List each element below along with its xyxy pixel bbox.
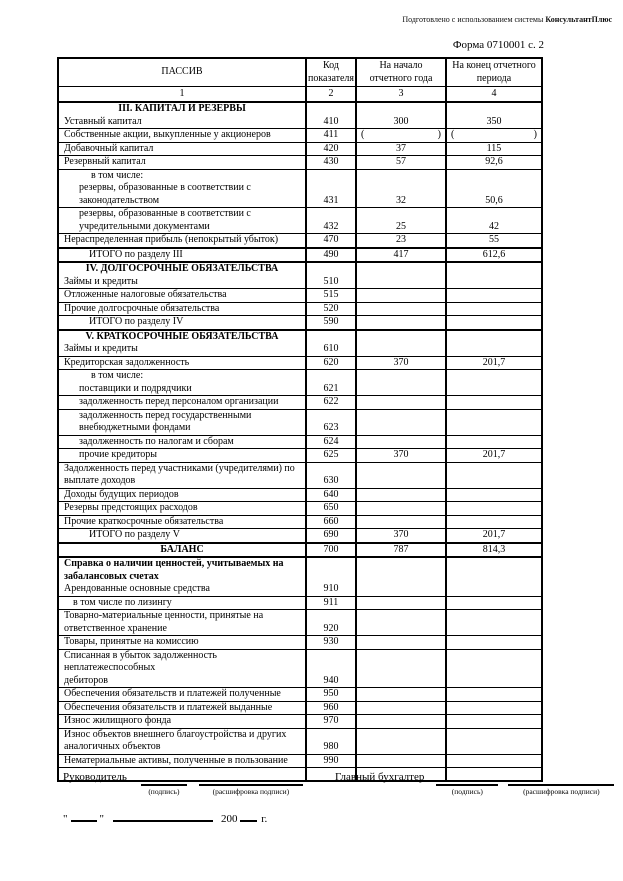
row-label-line: Товарно-материальные ценности, принятые на — [64, 610, 264, 621]
row-label — [58, 715, 306, 729]
row-label-line: Собственные акции, выкупленные у акционеров — [64, 129, 271, 140]
table-header-row — [58, 58, 542, 87]
row-label — [58, 142, 306, 156]
row-label — [58, 129, 306, 143]
row-label — [58, 208, 306, 234]
row-label-line: Нематериальные активы, полученные в пользование — [64, 754, 288, 766]
col-header-end-period: На конец отчетного периода — [446, 58, 542, 87]
value-begin-year: 300 — [356, 102, 446, 129]
value-end-period — [446, 610, 542, 636]
value-begin-year — [356, 435, 446, 449]
value-end-period — [446, 715, 542, 729]
table-row — [58, 396, 542, 410]
row-label-line: ИТОГО по разделу III — [89, 248, 183, 260]
value-end-period — [446, 754, 542, 768]
row-label — [58, 688, 306, 702]
row-label — [58, 488, 306, 502]
value-end-period: 115 — [446, 142, 542, 156]
row-code: 650 — [306, 502, 356, 516]
paren-open: ( — [361, 129, 365, 140]
value-begin-year — [356, 289, 446, 303]
value-end-period — [446, 396, 542, 410]
value-end-period: 201,7 — [446, 529, 542, 543]
row-label — [58, 409, 306, 435]
value-end-period — [446, 688, 542, 702]
value-end-period — [446, 370, 542, 396]
row-label-line: Справка о наличии ценностей, учитываемых на — [64, 558, 284, 569]
row-label — [58, 169, 306, 208]
value-end-period — [446, 649, 542, 688]
row-label-line: ответственное хранение — [64, 622, 167, 634]
row-label-line: Отложенные налоговые обязательства — [64, 289, 227, 300]
row-label-line: Прочие краткосрочные обязательства — [64, 515, 224, 527]
table-row — [58, 169, 542, 208]
row-code: 490 — [306, 248, 356, 263]
row-label-line: Займы и кредиты — [64, 275, 138, 287]
row-code: 411 — [306, 129, 356, 143]
director-signature-block — [63, 770, 303, 796]
value-end-period — [446, 462, 542, 488]
col-number: 1 — [58, 87, 306, 103]
row-label-line: III. КАПИТАЛ И РЕЗЕРВЫ — [118, 103, 246, 114]
table-row — [58, 142, 542, 156]
row-code: 420 — [306, 142, 356, 156]
row-code: 940 — [306, 649, 356, 688]
watermark-text: Подготовлено с использованием системы — [402, 15, 546, 24]
row-code: 690 — [306, 529, 356, 543]
value-begin-year — [356, 330, 446, 357]
row-label — [58, 515, 306, 529]
row-label — [58, 649, 306, 688]
date-day-blank — [71, 809, 97, 822]
row-code: 624 — [306, 435, 356, 449]
row-code: 432 — [306, 208, 356, 234]
table-row — [58, 102, 542, 129]
row-label-line: законодательством — [79, 194, 160, 206]
value-begin-year — [356, 701, 446, 715]
row-label-line: поставщики и подрядчики — [79, 382, 192, 394]
paren-open: ( — [451, 129, 455, 140]
row-code: 700 — [306, 543, 356, 558]
row-code: 630 — [306, 462, 356, 488]
value-begin-year — [356, 636, 446, 650]
form-number-label: Форма 0710001 с. 2 — [452, 39, 544, 51]
row-label-line: учредительными документами — [79, 220, 210, 232]
row-label-line: Износ жилищного фонда — [64, 715, 172, 726]
signature-line — [508, 770, 614, 786]
value-begin-year — [356, 316, 446, 330]
row-code: 590 — [306, 316, 356, 330]
value-begin-year: 23 — [356, 234, 446, 248]
row-code: 520 — [306, 302, 356, 316]
table-row — [58, 156, 542, 170]
row-code: 930 — [306, 636, 356, 650]
row-label-line: внебюджетными фондами — [79, 422, 191, 433]
row-label — [58, 557, 306, 596]
table-row — [58, 129, 542, 143]
row-label-line: дебиторов — [64, 674, 108, 686]
row-label-line: в том числе по лизингу — [73, 596, 172, 608]
table-row — [58, 701, 542, 715]
value-end-period: 42 — [446, 208, 542, 234]
value-end-period: 201,7 — [446, 356, 542, 370]
table-row — [58, 409, 542, 435]
row-code: 625 — [306, 449, 356, 463]
row-label — [58, 396, 306, 410]
row-label — [58, 435, 306, 449]
value-end-period — [446, 701, 542, 715]
value-begin-year — [356, 302, 446, 316]
signature-decode-field — [199, 770, 303, 796]
row-code: 430 — [306, 156, 356, 170]
col-number: 4 — [446, 87, 542, 103]
row-label-line: задолженность перед государственными — [79, 409, 252, 421]
row-label — [58, 701, 306, 715]
row-label-line: в том числе: — [91, 169, 144, 181]
value-begin-year — [356, 715, 446, 729]
row-code: 911 — [306, 596, 356, 610]
row-label — [58, 356, 306, 370]
row-label-line: Обеспечения обязательств и платежей выданные — [64, 701, 273, 713]
row-label-line: Добавочный капитал — [64, 142, 154, 154]
row-label — [58, 754, 306, 768]
row-label-line: задолженность по налогам и сборам — [79, 435, 234, 447]
signature-caption: (подпись) — [451, 787, 483, 796]
row-code: 610 — [306, 330, 356, 357]
value-end-period: 55 — [446, 234, 542, 248]
row-code: 431 — [306, 169, 356, 208]
signature-decode-caption: (расшифровка подписи) — [523, 787, 600, 796]
table-row — [58, 370, 542, 396]
value-end-period — [446, 435, 542, 449]
row-label — [58, 596, 306, 610]
row-label-line: Резервный капитал — [64, 156, 146, 167]
row-code: 960 — [306, 701, 356, 715]
table-row — [58, 515, 542, 529]
value-begin-year — [356, 262, 446, 289]
value-begin-year — [356, 488, 446, 502]
date-quote-close: " — [99, 813, 104, 825]
row-code: 950 — [306, 688, 356, 702]
value-begin-year — [356, 596, 446, 610]
value-begin-year — [356, 610, 446, 636]
row-label-line: забалансовых счетах — [64, 570, 159, 582]
col-number: 2 — [306, 87, 356, 103]
date-month-blank — [113, 809, 213, 822]
signature-caption: (подпись) — [148, 787, 180, 796]
value-end-period — [446, 502, 542, 516]
value-begin-year — [356, 557, 446, 596]
row-label-line: Износ объектов внешнего благоустройства и других — [64, 728, 287, 740]
row-label — [58, 610, 306, 636]
row-label-line: ИТОГО по разделу V — [89, 529, 180, 540]
col-header-code: Код показателя — [306, 58, 356, 87]
value-end-period — [446, 330, 542, 357]
table-row — [58, 488, 542, 502]
date-line — [63, 809, 267, 826]
value-begin-year: 370 — [356, 356, 446, 370]
value-begin-year — [356, 409, 446, 435]
value-begin-year: 370 — [356, 449, 446, 463]
value-end-period — [446, 636, 542, 650]
value-begin-year — [356, 502, 446, 516]
row-code: 980 — [306, 728, 356, 754]
table-row — [58, 449, 542, 463]
date-year-suffix: г. — [261, 813, 268, 825]
value-end-period: 814,3 — [446, 543, 542, 558]
value-begin-year: 25 — [356, 208, 446, 234]
row-label — [58, 102, 306, 129]
row-label-line: Резервы предстоящих расходов — [64, 502, 198, 513]
row-label-line: Арендованные основные средства — [64, 583, 210, 594]
row-label-line: Займы и кредиты — [64, 343, 138, 354]
table-row — [58, 649, 542, 688]
row-label — [58, 302, 306, 316]
signature-line — [141, 770, 187, 786]
value-end-period — [446, 728, 542, 754]
value-end-period: 50,6 — [446, 169, 542, 208]
table-row — [58, 543, 542, 558]
row-label-line: выплате доходов — [64, 475, 136, 486]
signature-decode-field — [508, 770, 614, 796]
date-year-blank — [240, 809, 257, 822]
value-begin-year — [356, 688, 446, 702]
row-label-line: V. КРАТКОСРОЧНЫЕ ОБЯЗАТЕЛЬСТВА — [85, 330, 279, 342]
row-label — [58, 370, 306, 396]
value-begin-year: 787 — [356, 543, 446, 558]
chief-accountant-label: Главный бухгалтер — [335, 771, 425, 783]
row-label-line: Списанная в убыток задолженность неплатежеспособных — [64, 649, 217, 673]
value-end-period — [446, 316, 542, 330]
value-begin-year — [356, 462, 446, 488]
row-code: 515 — [306, 289, 356, 303]
liabilities-table — [57, 57, 543, 782]
row-label-line: прочие кредиторы — [79, 449, 157, 460]
table-row — [58, 208, 542, 234]
row-code: 990 — [306, 754, 356, 768]
row-label-line: Нераспределенная прибыль (непокрытый убыток) — [64, 234, 279, 245]
table-row — [58, 502, 542, 516]
table-row — [58, 610, 542, 636]
row-label-line: ИТОГО по разделу IV — [89, 316, 184, 327]
row-label-line: Товары, принятые на комиссию — [64, 636, 199, 647]
row-label — [58, 156, 306, 170]
date-quote-open: " — [63, 813, 68, 825]
row-label — [58, 462, 306, 488]
value-begin-year: 32 — [356, 169, 446, 208]
row-code: 410 — [306, 102, 356, 129]
consultantplus-watermark — [402, 15, 612, 24]
table-row — [58, 728, 542, 754]
value-end-period — [446, 289, 542, 303]
value-end-period — [446, 596, 542, 610]
chief-accountant-signature-block — [335, 770, 614, 796]
value-begin-year — [356, 396, 446, 410]
row-code: 640 — [306, 488, 356, 502]
row-label-line: IV. ДОЛГОСРОЧНЫЕ ОБЯЗАТЕЛЬСТВА — [85, 263, 279, 274]
value-begin-year — [356, 728, 446, 754]
row-code: 620 — [306, 356, 356, 370]
row-label-line: Прочие долгосрочные обязательства — [64, 302, 220, 314]
row-label-line: БАЛАНС — [160, 543, 204, 555]
row-label — [58, 728, 306, 754]
col-header-passiv: ПАССИВ — [58, 58, 306, 87]
value-end-period — [446, 515, 542, 529]
row-label-line: в том числе: — [91, 370, 144, 381]
value-begin-year: 370 — [356, 529, 446, 543]
table-row — [58, 356, 542, 370]
row-code: 510 — [306, 262, 356, 289]
table-row — [58, 636, 542, 650]
signature-field — [436, 770, 498, 796]
watermark-brand: КонсультантПлюс — [545, 15, 612, 24]
value-end-period — [446, 409, 542, 435]
value-end-period — [446, 262, 542, 289]
row-code: 920 — [306, 610, 356, 636]
table-row — [58, 302, 542, 316]
table-row — [58, 688, 542, 702]
table-row — [58, 529, 542, 543]
balance-table-body — [58, 102, 542, 781]
row-code: 970 — [306, 715, 356, 729]
column-numbers-row — [58, 87, 542, 103]
value-end-period — [446, 488, 542, 502]
col-number: 3 — [356, 87, 446, 103]
value-end-period — [446, 557, 542, 596]
table-row — [58, 289, 542, 303]
row-label-line: Доходы будущих периодов — [64, 488, 179, 500]
row-label-line: Кредиторская задолженность — [64, 356, 190, 368]
date-year-prefix: 200 — [221, 813, 238, 825]
value-begin-year — [356, 515, 446, 529]
value-begin-year: 417 — [356, 248, 446, 263]
table-row — [58, 715, 542, 729]
signature-decode-caption: (расшифровка подписи) — [212, 787, 290, 796]
row-label — [58, 316, 306, 330]
table-row — [58, 596, 542, 610]
table-row — [58, 248, 542, 263]
signature-line — [199, 770, 303, 786]
value-begin-year — [356, 129, 446, 143]
row-label-line: резервы, образованные в соответствии с — [79, 208, 251, 219]
row-code: 660 — [306, 515, 356, 529]
signature-line — [436, 770, 498, 786]
value-begin-year — [356, 649, 446, 688]
row-label — [58, 262, 306, 289]
value-end-period: 350 — [446, 102, 542, 129]
row-label — [58, 636, 306, 650]
row-code: 623 — [306, 409, 356, 435]
signature-field — [141, 770, 187, 796]
value-end-period: 612,6 — [446, 248, 542, 263]
col-header-begin-year: На начало отчетного года — [356, 58, 446, 87]
row-label-line: Уставный капитал — [64, 115, 142, 127]
table-row — [58, 557, 542, 596]
row-label — [58, 234, 306, 248]
table-row — [58, 316, 542, 330]
value-begin-year: 37 — [356, 142, 446, 156]
row-code: 470 — [306, 234, 356, 248]
paren-close: ) — [533, 129, 537, 140]
value-end-period — [446, 129, 542, 143]
value-begin-year — [356, 754, 446, 768]
row-label — [58, 529, 306, 543]
row-code: 621 — [306, 370, 356, 396]
table-row — [58, 330, 542, 357]
row-label — [58, 289, 306, 303]
row-code: 622 — [306, 396, 356, 410]
value-end-period — [446, 302, 542, 316]
value-end-period: 201,7 — [446, 449, 542, 463]
table-row — [58, 462, 542, 488]
row-label-line: задолженность перед персоналом организации — [79, 396, 279, 407]
table-row — [58, 435, 542, 449]
row-label-line: резервы, образованные в соответствии с — [79, 182, 251, 193]
row-label-line: Задолженность перед участниками (учредителями) по — [64, 462, 295, 474]
director-label: Руководитель — [63, 771, 127, 783]
value-end-period: 92,6 — [446, 156, 542, 170]
table-row — [58, 754, 542, 768]
row-label — [58, 502, 306, 516]
row-code: 910 — [306, 557, 356, 596]
table-row — [58, 262, 542, 289]
row-label — [58, 449, 306, 463]
row-label — [58, 248, 306, 263]
row-label-line: Обеспечения обязательств и платежей полученные — [64, 688, 281, 699]
row-label-line: аналогичных объектов — [64, 741, 161, 752]
row-label — [58, 330, 306, 357]
table-row — [58, 234, 542, 248]
value-begin-year — [356, 370, 446, 396]
paren-close: ) — [437, 129, 441, 140]
row-label — [58, 543, 306, 558]
value-begin-year: 57 — [356, 156, 446, 170]
